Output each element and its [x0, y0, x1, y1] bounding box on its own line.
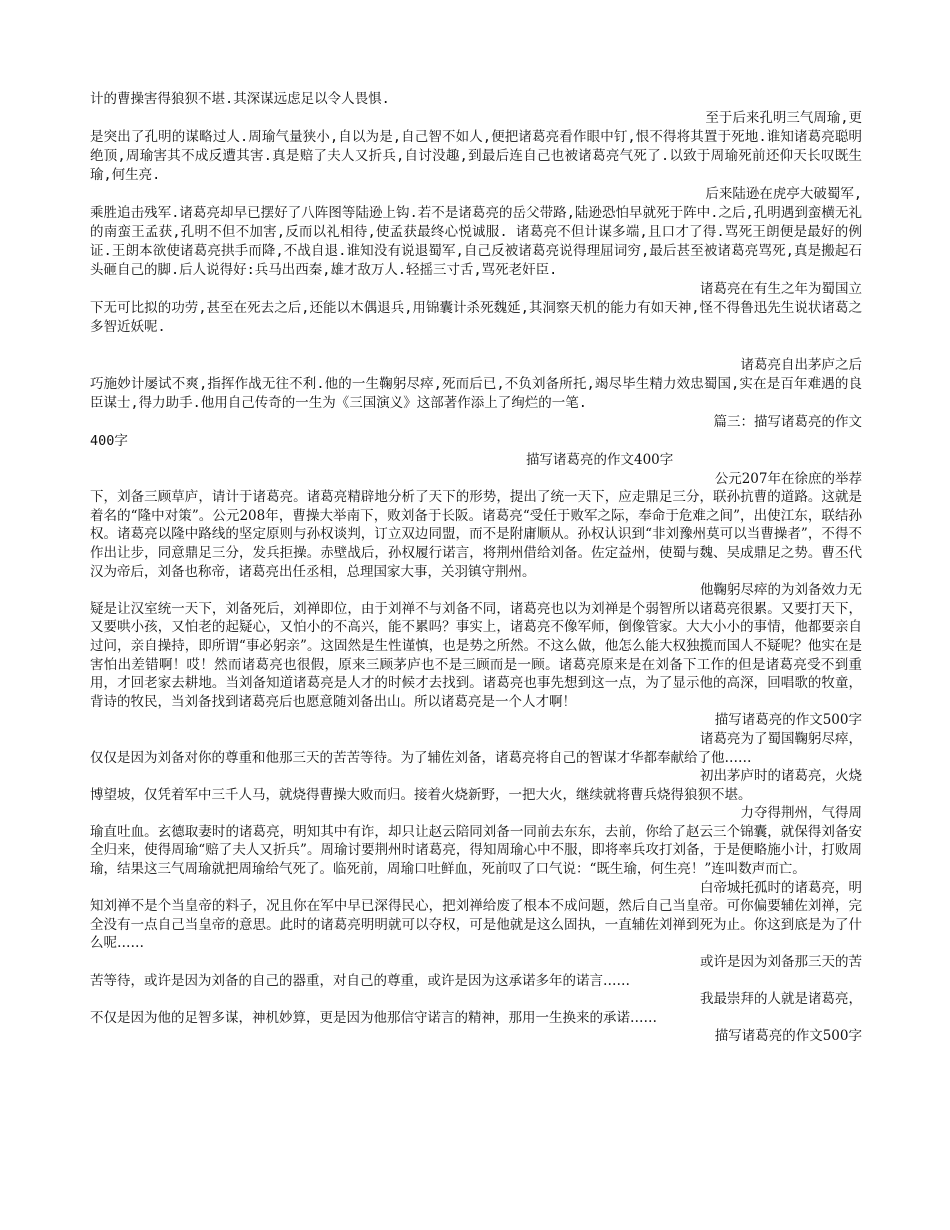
paragraph-lead: 初出茅庐时的诸葛亮，火烧: [700, 768, 862, 785]
section-heading-tail: 400字: [90, 433, 128, 449]
paragraph-lead: 至于后来孔明三气周瑜,更: [705, 110, 862, 126]
section-heading: 篇三：描写诸葛亮的作文: [713, 414, 862, 430]
paragraph: 下，刘备三顾草庐，请计于诸葛亮。诸葛亮精辟地分析了天下的形势，提出了统一天下，应走鼎足三分，联孙抗曹的道路。这就是着名的“隆中对策”。公元208年，曹操大举南下，败刘备于长阪。诸葛亮“受任于败军之际，奉命于危难之间”，出使江东，联结孙权。诸葛亮以隆中路线的坚定原则与孙权谈判，订立双边同盟，而不是附庸顺从。孙权认识到“非刘豫州莫可以当曹操者”，不得不作出让步，同意鼎足三分，发兵拒操。赤壁战后，孙权履行诺言，将荆州借给刘备。佐定益州，使蜀与魏、吴成鼎足之势。曹丕代汉为帝后，刘备也称帝，诸葛亮出任丞相，总理国家大事，关羽镇守荆州。: [90, 489, 862, 580]
paragraph: 不仅是因为他的足智多谋，神机妙算，更是因为他那信守诺言的精神，那用一生换来的承诺……: [90, 1009, 657, 1026]
paragraph-lead: 力夺得荆州，气得周: [740, 805, 862, 822]
paragraph-lead: 诸葛亮自出茅庐之后: [740, 357, 862, 373]
paragraph: 知刘禅不是个当皇帝的料子，况且你在军中早已深得民心，把刘禅给废了根本不成问题，然后自己当皇帝。可你偏要辅佐刘禅，完全没有一点自己当皇帝的意思。此时的诸葛亮明明就可以夺权，可是他就是这么固执，一直辅佐刘禅到死为止。你这到底是为了什么呢……: [90, 898, 862, 952]
essay-end-title: 描写诸葛亮的作文500字: [714, 1028, 862, 1045]
paragraph: 博望坡，仅凭着军中三千人马，就烧得曹操大败而归。接着火烧新野，一把大火，继续就将曹兵烧得狼狈不堪。: [90, 786, 752, 803]
paragraph: 下无可比拟的功劳,甚至在死去之后,还能以木偶退兵,用锦囊计杀死魏延,其洞察天机的能力有如天神,怪不得鲁迅先生说状诸葛之多智近妖呢.: [90, 300, 862, 335]
part-two: [90, 451, 862, 1046]
paragraph-lead: 白帝城托孤时的诸葛亮，明: [700, 879, 862, 896]
paragraph-lead: 或许是因为刘备那三天的苦: [700, 954, 862, 971]
paragraph: 计的曹操害得狼狈不堪.其深谋远虑足以令人畏惧.: [90, 91, 390, 107]
document-page: [90, 90, 862, 1046]
paragraph-lead: 他鞠躬尽瘁的为刘备效力无: [700, 582, 862, 599]
paragraph: 乘胜追击残军.诸葛亮却早已摆好了八阵图等陆逊上钩.若不是诸葛亮的岳父带路,陆逊恐怕早就死于阵中.之后,孔明遇到蛮横无礼的南蛮王孟获,孔明不但不加害,反而以礼相待,使孟获最终心悦诚服. 诸葛亮不但计谋多端,且口才了得.骂死王朗便是最好的例证.王朗本欲使诸葛亮拱手而降,不战自退.谁知没有说退蜀军,自己反被诸葛亮说得理屈词穷,最后甚至被诸葛亮骂死,真是搬起石头砸自己的脚.后人说得好:兵马出西秦,雄才敌万人.轻摇三寸舌,骂死老奸臣.: [90, 205, 862, 278]
paragraph-lead: 后来陆逊在虎亭大破蜀军,: [705, 186, 862, 202]
blank-line: [90, 337, 862, 356]
paragraph: 瑜直吐血。玄德取妻时的诸葛亮，明知其中有诈，却只让赵云陪同刘备一同前去东东，去前，你给了赵云三个锦囊，就保得刘备安全归来，使得周瑜“赔了夫人又折兵”。周瑜讨要荆州时诸葛亮，得知周瑜心中不服，即将率兵攻打刘备，于是便略施小计，打败周瑜，结果这三气周瑜就把周瑜给气死了。临死前，周瑜口吐鲜血，死前叹了口气说：“既生瑜，何生亮！”连叫数声而亡。: [90, 823, 862, 878]
essay-title: 描写诸葛亮的作文400字: [526, 452, 674, 468]
paragraph: 是突出了孔明的谋略过人.周瑜气量狭小,自以为是,自己智不如人,便把诸葛亮看作眼中钉,恨不得将其置于死地.谁知诸葛亮聪明绝顶,周瑜害其不成反遭其害.真是赔了夫人又折兵,自讨没趣,到最后连自己也被诸葛亮气死了.以致于周瑜死前还仰天长叹既生瑜,何生亮.: [90, 129, 862, 183]
paragraph-lead: 公元207年在徐庶的举荐: [714, 470, 862, 487]
paragraph: 仅仅是因为刘备对你的尊重和他那三天的苦苦等待。为了辅佐刘备，诸葛亮将自己的智谋才华都奉献给了他……: [90, 749, 752, 766]
paragraph: 苦等待，或许是因为刘备的自己的器重，对自己的尊重，或许是因为这承诺多年的诺言……: [90, 972, 630, 989]
paragraph-lead: 我最崇拜的人就是诸葛亮，: [700, 991, 862, 1008]
paragraph-lead: 诸葛亮在有生之年为蜀国立: [700, 281, 862, 297]
paragraph-lead: 诸葛亮为了蜀国鞠躬尽瘁，: [700, 730, 862, 747]
paragraph: 疑是让汉室统一天下，刘备死后，刘禅即位，由于刘禅不与刘备不同，诸葛亮也以为刘禅是个弱智所以诸葛亮很累。又要打天下，又要哄小孩，又怕老的起疑心，又怕小的不高兴，能不累吗？事实上，诸葛亮不像军师，倒像管家。大大小小的事情，他都要亲自过问，亲自操持，即所谓“事必躬亲”。这固然是生性谨慎，也是势之所然。不这么做，他怎么能大权独揽而国人不疑呢？他实在是害怕出差错啊！哎！然而诸葛亮也很假，原来三顾茅庐也不是三顾而是一顾。诸葛亮原来是在刘备下工作的但是诸葛亮受不到重用，才回老家去耕地。当刘备知道诸葛亮是人才的时候才去找到。诸葛亮也事先想到这一点，为了显示他的高深，回唱歌的牧童，背诗的牧民，当刘备找到诸葛亮后也愿意随刘备出山。所以诸葛亮是一个人才啊！: [90, 600, 862, 710]
part-one: [90, 90, 862, 451]
essay-subtitle: 描写诸葛亮的作文500字: [714, 712, 862, 729]
paragraph: 巧施妙计屡试不爽,指挥作战无往不利.他的一生鞠躬尽瘁,死而后已,不负刘备所托,竭尽毕生精力效忠蜀国,实在是百年难遇的良臣谋士,得力助手.他用自己传奇的一生为《三国演义》这部著作添上了绚烂的一笔.: [90, 376, 862, 411]
